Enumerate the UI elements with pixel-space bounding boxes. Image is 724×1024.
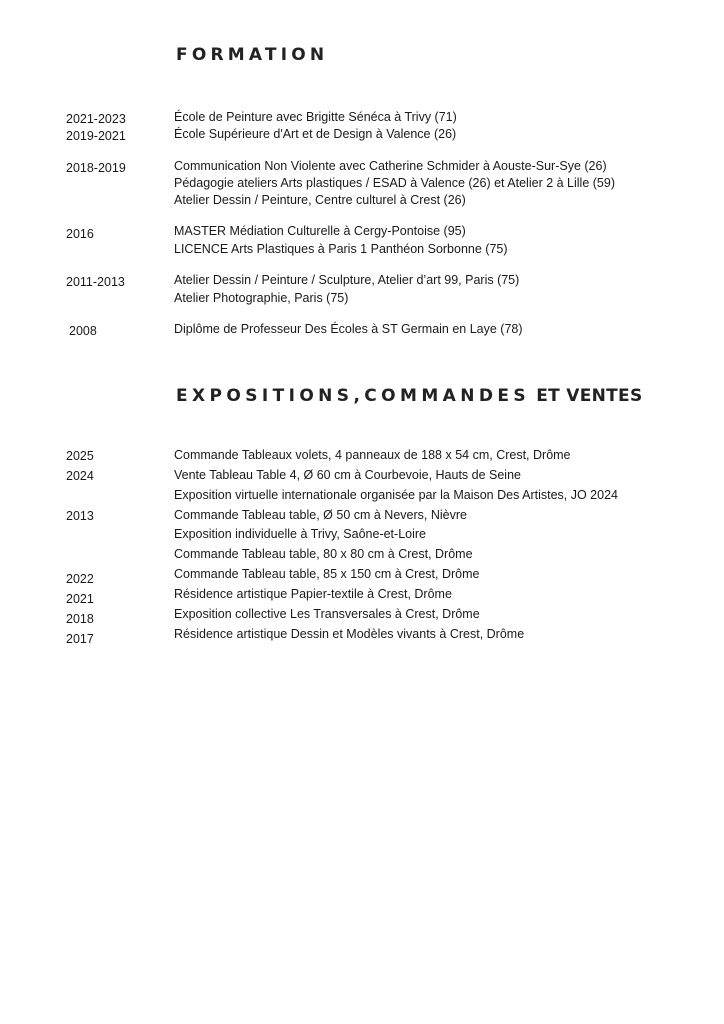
expositions-entry: Vente Tableau Table 4, Ø 60 cm à Courbevoie, Hauts de Seine bbox=[174, 468, 521, 482]
formation-year: 2021-2023 bbox=[66, 112, 126, 126]
expositions-entry: Résidence artistique Dessin et Modèles vivants à Crest, Drôme bbox=[174, 627, 525, 641]
formation-entry: Atelier Dessin / Peinture, Centre culturel à Crest (26) bbox=[174, 193, 466, 207]
expositions-entry: Commande Tableau table, 80 x 80 cm à Crest, Drôme bbox=[174, 547, 473, 561]
expositions-year: 2018 bbox=[66, 612, 94, 626]
formation-year: 2018-2019 bbox=[66, 161, 126, 175]
formation-entry: École Supérieure d'Art et de Design à Valence (26) bbox=[174, 127, 457, 141]
expositions-year: 2022 bbox=[66, 572, 94, 586]
expositions-heading bbox=[176, 386, 643, 406]
expositions-entry: Commande Tableaux volets, 4 panneaux de 188 x 54 cm, Crest, Drôme bbox=[174, 448, 571, 462]
expositions-entry: Commande Tableau table, 85 x 150 cm à Crest, Drôme bbox=[174, 567, 480, 581]
expositions-entry: Résidence artistique Papier-textile à Crest, Drôme bbox=[174, 587, 452, 601]
expositions-entry: Exposition collective Les Transversales à Crest, Drôme bbox=[174, 607, 480, 621]
expositions-year: 2024 bbox=[66, 469, 94, 483]
formation-entry: LICENCE Arts Plastiques à Paris 1 Panthéon Sorbonne (75) bbox=[174, 242, 508, 256]
formation-entry: Diplôme de Professeur Des Écoles à ST Germain en Laye (78) bbox=[174, 322, 523, 336]
formation-year: 2011-2013 bbox=[66, 275, 125, 289]
expositions-heading-part1: EXPOSITIONS,COMMANDES bbox=[176, 386, 531, 406]
formation-entry: École de Peinture avec Brigitte Sénéca à Trivy (71) bbox=[174, 110, 457, 124]
formation-heading: FORMATION bbox=[176, 45, 329, 65]
formation-entry: Atelier Dessin / Peinture / Sculpture, Atelier d’art 99, Paris (75) bbox=[174, 273, 520, 287]
formation-entry: Atelier Photographie, Paris (75) bbox=[174, 291, 349, 305]
expositions-entry: Exposition virtuelle internationale organisée par la Maison Des Artistes, JO 2024 bbox=[174, 488, 618, 502]
expositions-entry: Exposition individuelle à Trivy, Saône-et-Loire bbox=[174, 527, 426, 541]
expositions-year: 2025 bbox=[66, 449, 94, 463]
expositions-entry: Commande Tableau table, Ø 50 cm à Nevers, Nièvre bbox=[174, 508, 467, 522]
formation-year: 2016 bbox=[66, 227, 94, 241]
expositions-year: 2017 bbox=[66, 632, 94, 646]
formation-entry: MASTER Médiation Culturelle à Cergy-Pontoise (95) bbox=[174, 224, 466, 238]
expositions-year: 2013 bbox=[66, 509, 94, 523]
expositions-year: 2021 bbox=[66, 592, 94, 606]
formation-entry: Pédagogie ateliers Arts plastiques / ESAD à Valence (26) et Atelier 2 à Lille (59) bbox=[174, 176, 615, 190]
formation-entry: Communication Non Violente avec Catherine Schmider à Aouste-Sur-Sye (26) bbox=[174, 159, 607, 173]
formation-year: 2019-2021 bbox=[66, 129, 126, 143]
expositions-heading-part2: ET VENTES bbox=[530, 386, 643, 406]
formation-year: 2008 bbox=[69, 324, 97, 338]
